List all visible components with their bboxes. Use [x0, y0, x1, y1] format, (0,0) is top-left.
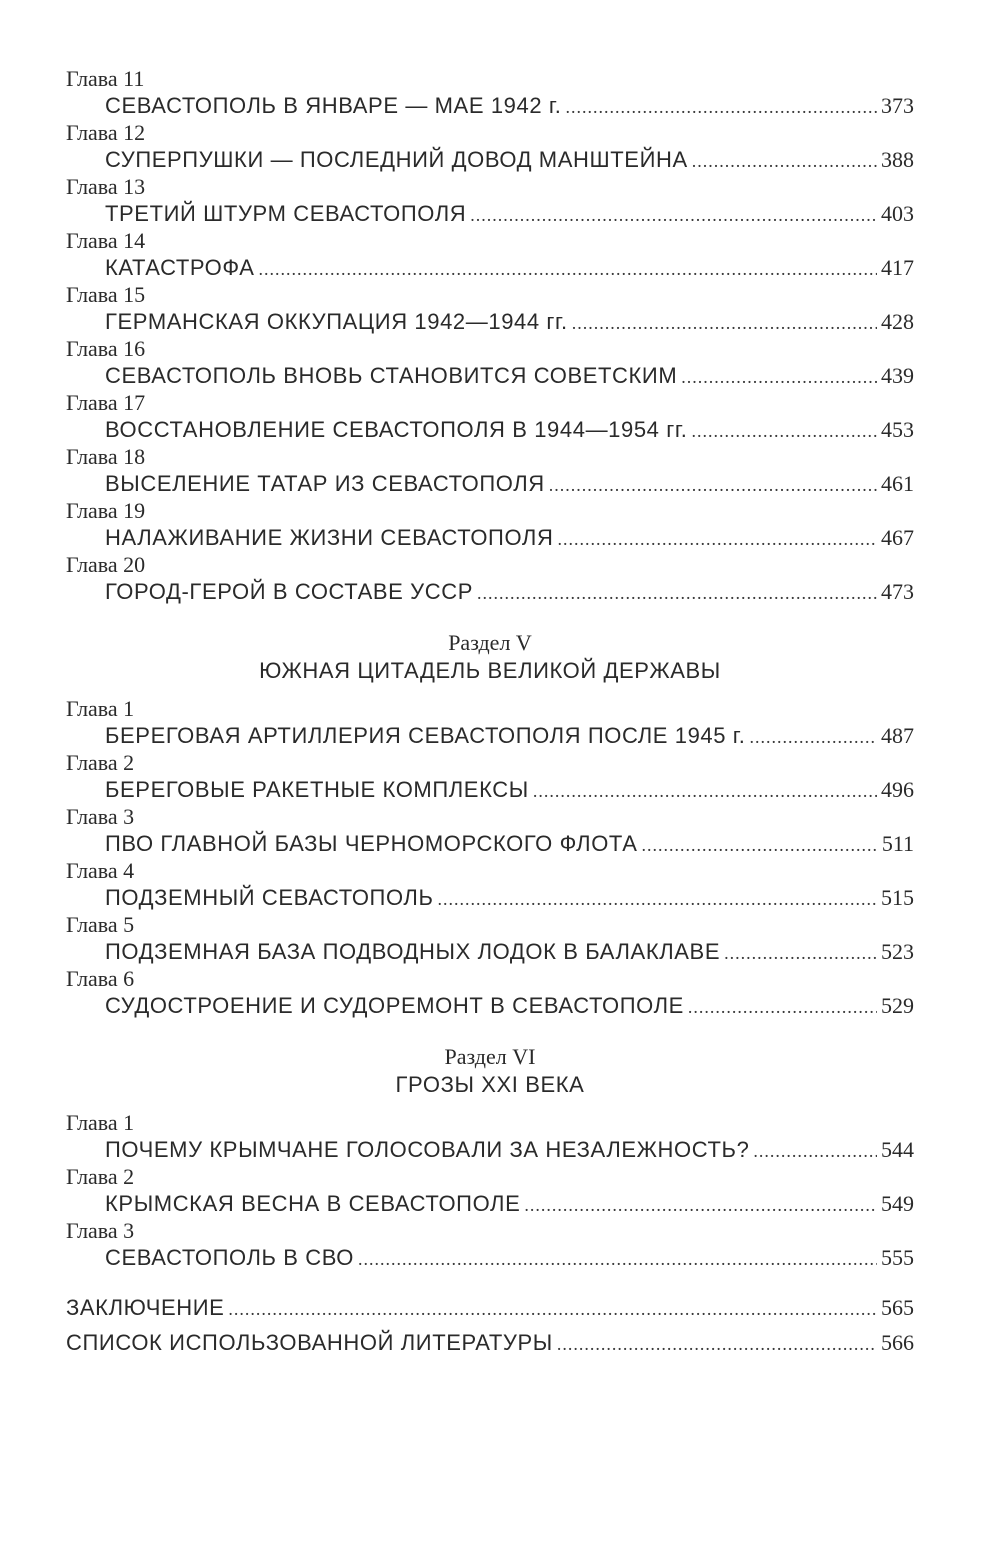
dot-leader: [642, 831, 878, 859]
chapter-label: Глава 13: [66, 174, 146, 199]
dot-leader: [753, 1137, 877, 1165]
toc-entry[interactable]: [66, 1244, 914, 1272]
dot-leader: [524, 1191, 877, 1219]
chapter-label: Глава 4: [66, 858, 135, 883]
page-number: 565: [881, 1295, 914, 1320]
chapter-label: Глава 1: [66, 1110, 135, 1135]
toc-entry[interactable]: [66, 92, 914, 120]
dot-leader: [470, 201, 877, 229]
dot-leader: [533, 777, 877, 805]
toc-chapter: [66, 1218, 914, 1272]
toc-entry[interactable]: [66, 254, 914, 282]
chapter-label: Глава 12: [66, 120, 146, 145]
chapter-title: КРЫМСКАЯ ВЕСНА В СЕВАСТОПОЛЕ: [105, 1191, 521, 1216]
chapter-label: Глава 15: [66, 282, 146, 307]
dot-leader: [358, 1245, 877, 1273]
dot-leader: [258, 255, 877, 283]
chapter-title: СУПЕРПУШКИ — ПОСЛЕДНИЙ ДОВОД МАНШТЕЙНА: [105, 147, 688, 172]
toc-chapter: [66, 858, 914, 912]
toc-entry[interactable]: [66, 308, 914, 336]
dot-leader: [438, 885, 878, 913]
chapter-label: Глава 19: [66, 498, 146, 523]
toc-chapter: [66, 174, 914, 228]
section-number: Раздел VI: [444, 1044, 536, 1069]
toc-entry[interactable]: [66, 938, 914, 966]
chapter-title: СУДОСТРОЕНИЕ И СУДОРЕМОНТ В СЕВАСТОПОЛЕ: [105, 993, 684, 1018]
toc-entry[interactable]: [66, 992, 914, 1020]
toc-entry[interactable]: [66, 416, 914, 444]
dot-leader: [557, 1327, 877, 1362]
chapter-title: ПОДЗЕМНАЯ БАЗА ПОДВОДНЫХ ЛОДОК В БАЛАКЛАВЕ: [105, 939, 721, 964]
chapter-title: НАЛАЖИВАНИЕ ЖИЗНИ СЕВАСТОПОЛЯ: [105, 525, 554, 550]
chapter-title: БЕРЕГОВЫЕ РАКЕТНЫЕ КОМПЛЕКСЫ: [105, 777, 529, 802]
toc-chapter: [66, 804, 914, 858]
section-heading: [66, 630, 914, 686]
page-number: 373: [881, 93, 914, 118]
page-number: 511: [881, 831, 914, 856]
dot-leader: [549, 471, 877, 499]
toc-entry[interactable]: [66, 722, 914, 750]
dot-leader: [228, 1292, 877, 1327]
page-number: 453: [881, 417, 914, 442]
dot-leader: [749, 723, 877, 751]
page-number: 555: [881, 1245, 914, 1270]
page-number: 544: [881, 1137, 914, 1162]
toc-entry[interactable]: [66, 1190, 914, 1218]
chapter-label: Глава 1: [66, 696, 135, 721]
page-number: 515: [881, 885, 914, 910]
chapter-label: Глава 11: [66, 66, 145, 91]
toc-entry[interactable]: [66, 830, 914, 858]
dot-leader: [557, 525, 877, 553]
page-number: 403: [881, 201, 914, 226]
toc-chapter: [66, 336, 914, 390]
back-matter-list: [66, 1290, 914, 1360]
toc-entry[interactable]: [66, 470, 914, 498]
page-number: 523: [881, 939, 914, 964]
page-number: 487: [881, 723, 914, 748]
page-number: 496: [881, 777, 914, 802]
chapter-label: Глава 6: [66, 966, 135, 991]
chapter-title: ГОРОД-ГЕРОЙ В СОСТАВЕ УССР: [105, 579, 473, 604]
toc-chapter: [66, 696, 914, 750]
page-number: 529: [881, 993, 914, 1018]
chapter-label: Глава 3: [66, 1218, 135, 1243]
dot-leader: [688, 993, 877, 1021]
section-number: Раздел V: [448, 630, 532, 655]
chapter-label: Глава 2: [66, 750, 135, 775]
section-title: ЮЖНАЯ ЦИТАДЕЛЬ ВЕЛИКОЙ ДЕРЖАВЫ: [259, 658, 721, 683]
chapter-label: Глава 20: [66, 552, 146, 577]
toc-entry[interactable]: [66, 524, 914, 552]
chapter-title: ГЕРМАНСКАЯ ОККУПАЦИЯ 1942—1944 гг.: [105, 309, 568, 334]
chapter-title: СЕВАСТОПОЛЬ В СВО: [105, 1245, 355, 1270]
toc-entry[interactable]: [66, 578, 914, 606]
toc-entry-conclusion[interactable]: [66, 1290, 914, 1325]
dot-leader: [681, 363, 877, 391]
chapter-label: Глава 17: [66, 390, 146, 415]
chapter-list-section-5: [66, 696, 914, 1020]
toc-chapter: [66, 912, 914, 966]
chapter-title: ПОЧЕМУ КРЫМЧАНЕ ГОЛОСОВАЛИ ЗА НЕЗАЛЕЖНОСТЬ?: [105, 1137, 750, 1162]
chapter-label: Глава 3: [66, 804, 135, 829]
toc-chapter: [66, 966, 914, 1020]
chapter-list-part-4: [66, 66, 914, 606]
toc-chapter: [66, 498, 914, 552]
chapter-title: ПВО ГЛАВНОЙ БАЗЫ ЧЕРНОМОРСКОГО ФЛОТА: [105, 831, 638, 856]
page-number: 417: [881, 255, 914, 280]
page-number: 439: [881, 363, 914, 388]
chapter-label: Глава 14: [66, 228, 146, 253]
toc-entry[interactable]: [66, 776, 914, 804]
dot-leader: [724, 939, 877, 967]
dot-leader: [692, 147, 877, 175]
toc-chapter: [66, 750, 914, 804]
chapter-title: ПОДЗЕМНЫЙ СЕВАСТОПОЛЬ: [105, 885, 434, 910]
chapter-title: ТРЕТИЙ ШТУРМ СЕВАСТОПОЛЯ: [105, 201, 467, 226]
toc-chapter: [66, 1164, 914, 1218]
chapter-label: Глава 16: [66, 336, 146, 361]
toc-entry[interactable]: [66, 146, 914, 174]
toc-entry[interactable]: [66, 1136, 914, 1164]
chapter-title: БЕРЕГОВАЯ АРТИЛЛЕРИЯ СЕВАСТОПОЛЯ ПОСЛЕ 1945 г.: [105, 723, 746, 748]
entry-title: ЗАКЛЮЧЕНИЕ: [66, 1295, 225, 1320]
toc-chapter: [66, 120, 914, 174]
chapter-list-section-6: [66, 1110, 914, 1272]
entry-title: СПИСОК ИСПОЛЬЗОВАННОЙ ЛИТЕРАТУРЫ: [66, 1330, 553, 1355]
table-of-contents: [66, 66, 914, 1360]
dot-leader: [692, 417, 878, 445]
dot-leader: [572, 309, 877, 337]
chapter-title: КАТАСТРОФА: [105, 255, 255, 280]
chapter-title: СЕВАСТОПОЛЬ ВНОВЬ СТАНОВИТСЯ СОВЕТСКИМ: [105, 363, 678, 388]
chapter-title: ВЫСЕЛЕНИЕ ТАТАР ИЗ СЕВАСТОПОЛЯ: [105, 471, 545, 496]
dot-leader: [477, 579, 877, 607]
page-number: 467: [881, 525, 914, 550]
page-number: 388: [881, 147, 914, 172]
chapter-label: Глава 5: [66, 912, 135, 937]
toc-chapter: [66, 282, 914, 336]
chapter-title: ВОССТАНОВЛЕНИЕ СЕВАСТОПОЛЯ В 1944—1954 гг.: [105, 417, 688, 442]
dot-leader: [566, 93, 877, 121]
toc-entry-bibliography[interactable]: [66, 1325, 914, 1360]
toc-chapter: [66, 390, 914, 444]
chapter-label: Глава 18: [66, 444, 146, 469]
page-number: 428: [881, 309, 914, 334]
toc-chapter: [66, 228, 914, 282]
section-title: ГРОЗЫ XXI ВЕКА: [395, 1072, 585, 1097]
toc-entry[interactable]: [66, 200, 914, 228]
toc-chapter: [66, 444, 914, 498]
toc-chapter: [66, 552, 914, 606]
toc-entry[interactable]: [66, 884, 914, 912]
toc-chapter: [66, 1110, 914, 1164]
page-number: 549: [881, 1191, 914, 1216]
toc-entry[interactable]: [66, 362, 914, 390]
page-number: 473: [881, 579, 914, 604]
page-number: 461: [881, 471, 914, 496]
toc-chapter: [66, 66, 914, 120]
chapter-label: Глава 2: [66, 1164, 135, 1189]
page-number: 566: [881, 1330, 914, 1355]
section-heading: [66, 1044, 914, 1100]
chapter-title: СЕВАСТОПОЛЬ В ЯНВАРЕ — МАЕ 1942 г.: [105, 93, 562, 118]
